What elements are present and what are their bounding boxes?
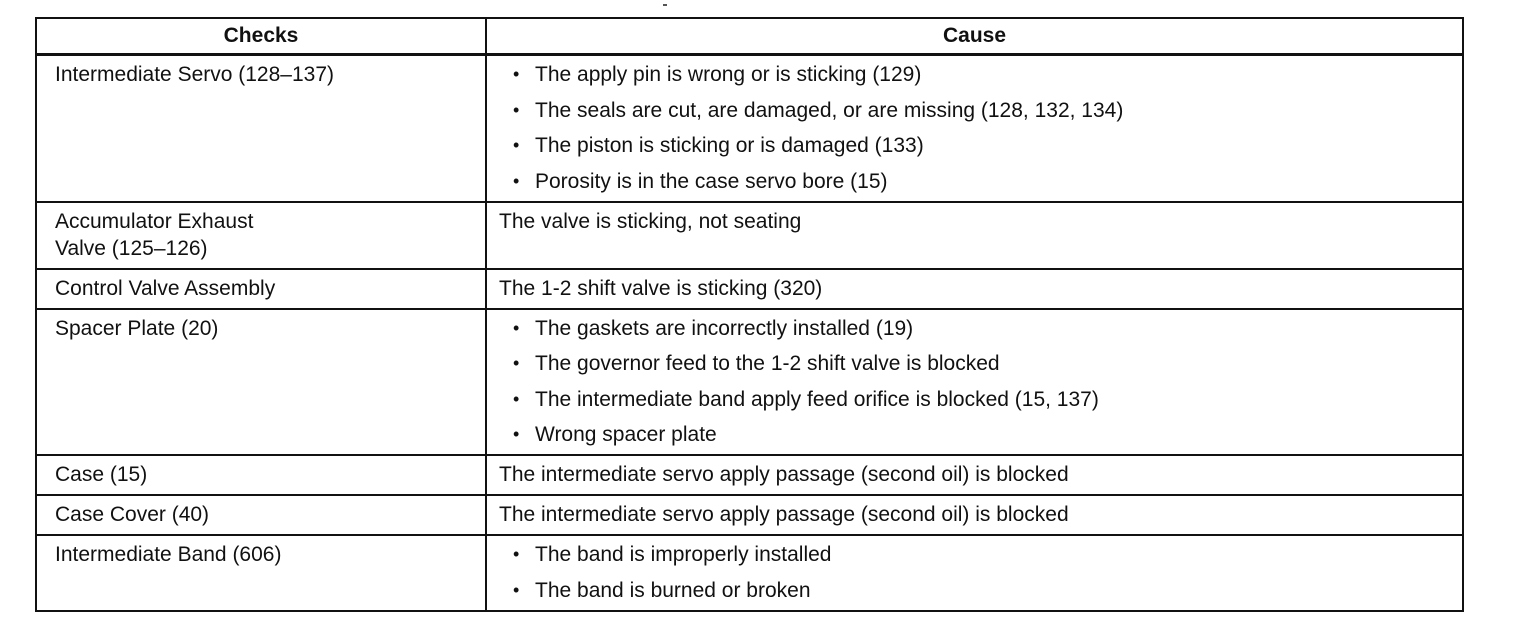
check-text-line2: Valve (125–126)	[55, 236, 208, 260]
cause-cell	[486, 55, 1463, 202]
cause-item	[499, 97, 1462, 133]
cause-text: The apply pin is wrong or is sticking (129)	[535, 63, 922, 86]
diagnosis-table-container	[35, 17, 1462, 612]
cause-text: The gaskets are incorrectly installed (19)	[535, 316, 914, 340]
table-row	[36, 269, 1463, 309]
cause-item	[499, 421, 1462, 448]
check-cell: Control Valve Assembly	[36, 269, 486, 309]
table-row	[36, 455, 1463, 495]
cause-text: The governor feed to the 1-2 shift valve is blocked	[535, 352, 1000, 375]
cause-item	[499, 386, 1462, 422]
cause-text: The seals are cut, are damaged, or are missing (128, 132, 134)	[535, 98, 1124, 122]
cause-item	[499, 541, 1462, 577]
cause-item	[499, 315, 1462, 351]
table-row	[36, 495, 1463, 535]
header-checks: Checks	[36, 18, 486, 55]
bullet-icon: •	[513, 388, 520, 409]
cause-item	[499, 61, 1462, 97]
table-row	[36, 535, 1463, 611]
check-cell: Intermediate Band (606)	[36, 535, 486, 611]
check-cell: Case Cover (40)	[36, 495, 486, 535]
header-cause: Cause	[486, 18, 1463, 55]
cause-item	[499, 577, 1462, 604]
bullet-icon: •	[513, 170, 520, 191]
bullet-icon: •	[513, 317, 520, 338]
table-row	[36, 309, 1463, 456]
scan-speck	[663, 4, 667, 6]
cause-cell: The intermediate servo apply passage (second oil) is blocked	[486, 455, 1463, 495]
cause-list	[499, 541, 1462, 604]
check-text-line1: Accumulator Exhaust	[55, 209, 254, 233]
cause-cell	[486, 535, 1463, 611]
check-cell	[36, 202, 486, 269]
bullet-icon: •	[513, 544, 520, 564]
cause-text: The intermediate band apply feed orifice is blocked (15, 137)	[535, 387, 1099, 411]
bullet-icon: •	[513, 99, 520, 120]
table-row	[36, 202, 1463, 269]
cause-list	[499, 315, 1462, 449]
cause-text: The piston is sticking or is damaged (133)	[535, 134, 924, 157]
cause-cell: The intermediate servo apply passage (second oil) is blocked	[486, 495, 1463, 535]
diagnosis-table	[35, 17, 1464, 612]
cause-cell: The 1-2 shift valve is sticking (320)	[486, 269, 1463, 309]
cause-cell: The valve is sticking, not seating	[486, 202, 1463, 269]
cause-item	[499, 350, 1462, 386]
cause-item	[499, 168, 1462, 195]
bullet-icon: •	[513, 579, 520, 600]
cause-text: The band is improperly installed	[535, 543, 832, 566]
bullet-icon: •	[513, 64, 520, 84]
cause-text: The band is burned or broken	[535, 578, 811, 602]
bullet-icon: •	[513, 424, 520, 444]
check-cell: Spacer Plate (20)	[36, 309, 486, 456]
cause-text: Wrong spacer plate	[535, 423, 717, 446]
check-cell: Case (15)	[36, 455, 486, 495]
cause-text: Porosity is in the case servo bore (15)	[535, 169, 888, 193]
table-row	[36, 55, 1463, 202]
cause-cell	[486, 309, 1463, 456]
cause-item	[499, 132, 1462, 168]
table-header-row	[36, 18, 1463, 55]
bullet-icon: •	[513, 353, 520, 373]
check-cell: Intermediate Servo (128–137)	[36, 55, 486, 202]
bullet-icon: •	[513, 135, 520, 155]
cause-list	[499, 61, 1462, 195]
